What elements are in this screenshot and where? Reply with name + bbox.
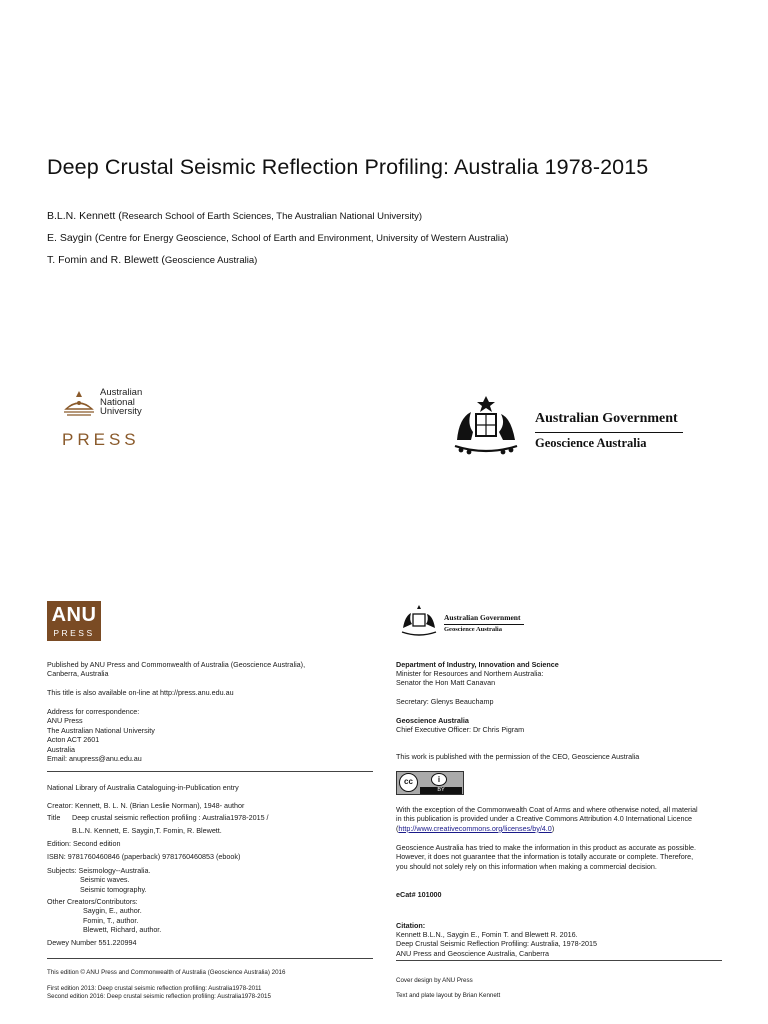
subject-line: Seismic tomography.	[80, 884, 147, 894]
licence-line: With the exception of the Commonwealth Coat of Arms and where otherwise noted, all material	[396, 805, 698, 814]
agency-name: Geoscience Australia	[535, 436, 647, 450]
citation-line: Kennett B.L.N., Saygin E., Fomin T. and Blewett R. 2016.	[396, 930, 578, 939]
licence-line: in this publication is provided under a Creative Commons Attribution 4.0 International Licence	[396, 814, 693, 824]
anu-press-wordmark: PRESS	[62, 430, 140, 449]
anu-press-logo	[60, 386, 150, 452]
address-email: Email: anupress@anu.edu.au	[47, 754, 142, 764]
author-line-3	[47, 254, 257, 266]
author-affiliation: Research School of Earth Sciences, The Australian National University)	[121, 211, 422, 222]
press-wordmark: PRESS	[53, 628, 95, 638]
gov-geoscience-small-logo	[399, 603, 529, 639]
disclaimer-line: However, it does not guarantee that the information is totally accurate or complete. Therefore,	[396, 852, 694, 862]
anu-wordmark: ANU	[51, 604, 97, 626]
minister-block	[396, 669, 543, 688]
licence-link[interactable]: http://www.creativecommons.org/licenses/by/4.0	[398, 823, 552, 833]
citation-heading: Citation:	[396, 921, 426, 930]
divider	[47, 771, 373, 772]
cip-title-label: Title	[47, 813, 61, 822]
cc-icon: cc	[399, 773, 418, 792]
creative-commons-badge	[396, 771, 464, 795]
citation-block	[396, 930, 597, 958]
address-line: The Australian National University	[47, 725, 155, 735]
layout-credit: Text and plate layout by Brian Kennett	[396, 992, 501, 999]
ga-heading: Geoscience Australia	[396, 716, 469, 725]
anu-logo-line: Australian	[100, 387, 143, 398]
divider	[396, 960, 722, 961]
attribution-icon: i	[431, 773, 447, 786]
disclaimer-line: Geoscience Australia has tried to make the information in this product as accurate as possible.	[396, 843, 697, 852]
author-name: T. Fomin and R. Blewett (	[47, 254, 165, 266]
gov-logo-divider	[535, 432, 683, 433]
cip-subjects	[47, 866, 150, 894]
contributor-line: Blewett, Richard, author.	[83, 925, 162, 935]
nla-heading: National Library of Australia Cataloguing-in-Publication entry	[47, 783, 239, 792]
dept-heading: Department of Industry, Innovation and Science	[396, 660, 559, 669]
minister-line: Minister for Resources and Northern Australia:	[396, 669, 544, 678]
cip-dewey: Dewey Number 551.220994	[47, 938, 137, 947]
coat-of-arms-icon	[449, 394, 523, 458]
contributor-line: Other Creators/Contributors:	[47, 897, 138, 906]
address-line: Acton ACT 2601	[47, 735, 100, 745]
coat-of-arms-icon	[399, 604, 439, 638]
cip-creator: Creator: Kennett, B. L. N. (Brian Leslie Norman), 1948- author	[47, 801, 245, 810]
ga-ceo: Chief Executive Officer: Dr Chris Pigram	[396, 725, 525, 734]
permission-note: This work is published with the permission of the CEO, Geoscience Australia	[396, 752, 640, 761]
cip-contributors	[47, 897, 161, 935]
citation-line: ANU Press and Geoscience Australia, Canberra	[396, 948, 550, 958]
address-line: Address for correspondence:	[47, 707, 140, 716]
anu-logo-line: University	[100, 406, 142, 417]
subject-line: Subjects: Seismology--Australia.	[47, 866, 151, 875]
edition-history-line: Second edition 2016: Deep crustal seismic reflection profiling: Australia1978-2015	[47, 993, 271, 1000]
anu-press-small-logo	[47, 601, 101, 641]
edition-history	[47, 985, 271, 1001]
licence-text	[396, 805, 698, 833]
author-line-1	[47, 210, 422, 222]
disclaimer-line: you should not solely rely on this information when making a commercial decision.	[396, 861, 657, 871]
minister-line: Senator the Hon Matt Canavan	[396, 678, 496, 688]
edition-history-line: First edition 2013: Deep crustal seismic reflection profiling: Australia1978-2011	[47, 985, 262, 992]
address-line: ANU Press	[47, 716, 83, 726]
author-name: B.L.N. Kennett (	[47, 210, 122, 222]
cip-isbn: ISBN: 9781760460846 (paperback) 9781760460853 (ebook)	[47, 852, 241, 861]
disclaimer	[396, 843, 696, 871]
edition-copyright: This edition © ANU Press and Commonwealth of Australia (Geoscience Australia) 2016	[47, 969, 286, 976]
author-affiliation: Centre for Energy Geoscience, School of Earth and Environment, University of Western Australia)	[98, 233, 509, 244]
ecat-number: eCat# 101000	[396, 890, 442, 899]
subject-line: Seismic waves.	[80, 875, 130, 885]
cip-edition: Edition: Second edition	[47, 839, 121, 848]
publisher-block	[47, 660, 367, 679]
licence-paren-open: (	[396, 823, 399, 833]
contributor-line: Saygin, E., author.	[83, 906, 142, 916]
online-availability: This title is also available on-line at http://press.anu.edu.au	[47, 688, 234, 697]
cip-title-authors: B.L.N. Kennett, E. Saygin,T. Fomin, R. Blewett.	[72, 826, 222, 835]
page-title: Deep Crustal Seismic Reflection Profiling: Australia 1978-2015	[47, 155, 649, 179]
cip-title: Deep crustal seismic reflection profiling : Australia1978-2015 /	[72, 813, 269, 822]
secretary: Secretary: Glenys Beauchamp	[396, 697, 494, 706]
citation-line: Deep Crustal Seismic Reflection Profiling: Australia, 1978-2015	[396, 939, 597, 949]
contributor-line: Fomin, T., author.	[83, 915, 139, 925]
gov-name: Australian Government	[444, 613, 521, 622]
address-line: Australia	[47, 744, 75, 754]
anu-logo-line: National	[100, 396, 135, 408]
author-name: E. Saygin (	[47, 232, 99, 244]
publisher-line: Published by ANU Press and Commonwealth of Australia (Geoscience Australia),	[47, 660, 306, 669]
anu-crest-icon	[62, 389, 96, 417]
correspondence-address	[47, 707, 155, 763]
gov-geoscience-logo	[447, 392, 689, 460]
gov-name: Australian Government	[535, 411, 678, 426]
publisher-line: Canberra, Australia	[47, 669, 109, 679]
licence-paren-close: )	[551, 823, 555, 833]
author-line-2	[47, 232, 508, 244]
by-label: BY	[420, 787, 462, 794]
licence-link-line	[396, 824, 698, 833]
gov-logo-divider	[444, 624, 524, 625]
agency-name: Geoscience Australia	[444, 626, 502, 633]
author-affiliation: Geoscience Australia)	[164, 255, 258, 266]
cover-credit: Cover design by ANU Press	[396, 977, 473, 984]
divider	[47, 958, 373, 959]
